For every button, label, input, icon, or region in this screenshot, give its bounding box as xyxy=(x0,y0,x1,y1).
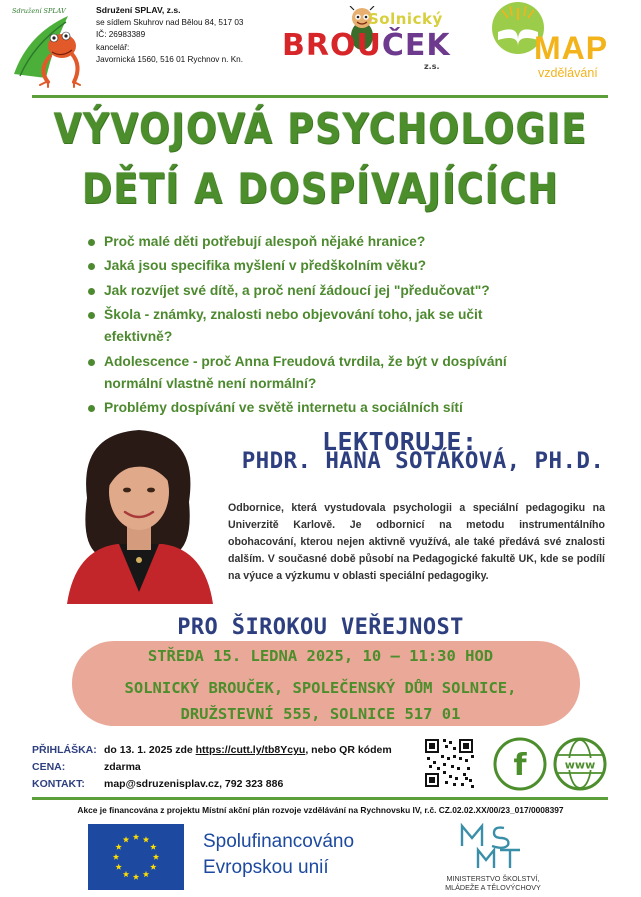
broucek-logo-top: Solnický xyxy=(368,10,443,28)
msmt-line1: MINISTERSTVO ŠKOLSTVÍ, xyxy=(446,874,540,883)
broucek-logo-suffix: z.s. xyxy=(424,62,440,71)
website-icon-text: www xyxy=(564,758,596,772)
website-icon[interactable] xyxy=(553,737,607,791)
msmt-logo xyxy=(418,820,568,892)
facebook-icon[interactable] xyxy=(493,737,547,791)
org-line: se sídlem Skuhrov nad Bělou 84, 517 03 xyxy=(96,17,244,27)
page-title-line1: VÝVOJOVÁ PSYCHOLOGIE xyxy=(53,104,588,153)
organization-info xyxy=(96,4,276,67)
contact-block xyxy=(32,742,392,793)
list-item: Adolescence - proč Anna Freudová tvrdila, že být v dospívání normální vlastně není normální? xyxy=(84,351,554,396)
map-vzdelavani-logo xyxy=(486,0,616,92)
list-item: Jaká jsou specifika myšlení v předškolním věku? xyxy=(84,255,554,278)
event-address: DRUŽSTEVNÍ 555, SOLNICE 517 01 xyxy=(180,705,461,723)
list-item: Problémy dospívání ve světě internetu a sociálních sítí xyxy=(84,397,554,420)
org-line: Javornická 1560, 516 01 Rychnov n. Kn. xyxy=(96,55,244,65)
eu-line1: Spolufinancováno xyxy=(203,831,355,852)
divider xyxy=(32,797,608,800)
map-logo-subtitle: vzdělávání xyxy=(538,66,598,80)
lecturer-label: LEKTORUJE: xyxy=(322,427,478,456)
price-label: CENA: xyxy=(32,761,66,773)
org-name: Sdružení SPLAV, z.s. xyxy=(96,5,181,15)
lecturer-portrait xyxy=(57,424,223,604)
registration-link[interactable]: https://cutt.ly/tb8Ycyu xyxy=(195,744,306,756)
audience-heading: PRO ŠIROKOU VEŘEJNOST xyxy=(177,615,464,640)
page-title-line2: DĚTÍ A DOSPÍVAJÍCÍCH xyxy=(81,164,560,213)
org-line: kancelář: xyxy=(96,42,130,52)
list-item: Jak rozvíjet své dítě, a proč není žádoucí jej "předučovat"? xyxy=(84,280,554,303)
frog-logo-text: Sdružení SPLAV xyxy=(12,7,66,15)
financing-note: Akce je financována z projektu Místní akční plán rozvoje vzdělávání na Rychnovsku IV, r.č. CZ.02.02.XX/00/23_017/0008397 xyxy=(77,805,564,815)
contact-value[interactable]: map@sdruzenisplav.cz, 792 323 886 xyxy=(104,778,284,790)
broucek-logo-main xyxy=(282,28,451,63)
list-item: Škola - známky, znalosti nebo objevování toho, jak se učit efektivně? xyxy=(84,304,554,349)
lecturer-bio: Odbornice, která vystudovala psychologii a speciální pedagogiku na Univerzitě Karlově. Je odbornicí na metodu instrumentálního obohacování, kterou nejen aktivně využívá, ale také předává své znalosti dalším. V současné době působí na Pedagogické fakultě UK, kde se podílí na výuce a výzkumu v oblasti speciální pedagogiky. xyxy=(228,502,605,582)
topic-list xyxy=(84,231,554,422)
solnicky-broucek-logo xyxy=(278,4,458,74)
eu-cofinanced-text xyxy=(203,829,354,881)
qr-code[interactable] xyxy=(423,737,475,789)
registration-suffix: , nebo QR kódem xyxy=(305,744,392,756)
msmt-monogram-icon xyxy=(458,822,528,872)
divider xyxy=(32,95,608,98)
sdruzeni-splav-logo xyxy=(8,4,90,88)
price-value: zdarma xyxy=(104,761,141,773)
org-line: IČ: 26983389 xyxy=(96,30,146,40)
list-item: Proč malé děti potřebují alespoň nějaké hranice? xyxy=(84,231,554,254)
event-date: STŘEDA 15. LEDNA 2025, 10 – 11:30 HOD xyxy=(147,647,494,665)
map-logo-word: MAP xyxy=(534,30,609,66)
broucek-logo-part2: ČEK xyxy=(381,28,451,63)
registration-prefix: do 13. 1. 2025 zde xyxy=(104,744,193,756)
facebook-icon-text: f xyxy=(513,748,527,783)
eu-flag-icon xyxy=(88,824,184,890)
broucek-logo-part1: BROU xyxy=(282,28,382,63)
registration-label: PŘIHLÁŠKA: xyxy=(32,744,97,756)
registration-value xyxy=(104,742,392,759)
msmt-line2: MLÁDEŽE A TĚLOVÝCHOVY xyxy=(445,883,541,892)
msmt-text xyxy=(418,874,568,892)
eu-line2: Evropskou unií xyxy=(203,857,329,878)
lecturer-name: PHDR. HANA SOTÁKOVÁ, PH.D. xyxy=(241,448,605,474)
contact-label: KONTAKT: xyxy=(32,778,85,790)
event-venue: SOLNICKÝ BROUČEK, SPOLEČENSKÝ DŮM SOLNICE, xyxy=(124,679,517,697)
